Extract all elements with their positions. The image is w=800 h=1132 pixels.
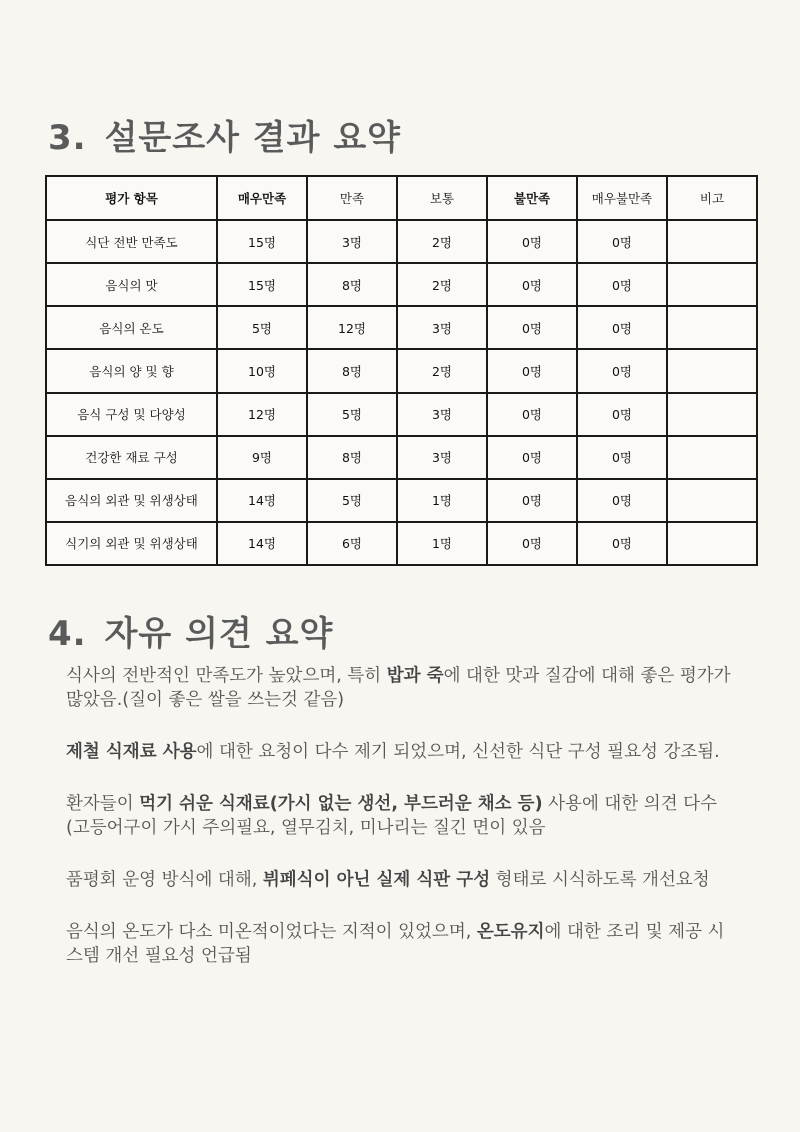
cell-neutral: 2명 [397, 220, 487, 263]
cell-neutral: 1명 [397, 479, 487, 522]
table-header-row [46, 176, 757, 220]
section-4-number: 4. [48, 614, 87, 654]
cell-remarks [667, 393, 757, 436]
cell-very-dissatisfied: 0명 [577, 349, 667, 392]
table-row [46, 263, 757, 306]
note-emphasis: 먹기 쉬운 식재료(가시 없는 생선, 부드러운 채소 등) [139, 794, 543, 814]
note-text: 사용에 대한 의견 다수(고등어구이 가시 주의필요, 열무김치, 미나리는 질긴 면이 있음 [66, 794, 717, 838]
cell-remarks [667, 436, 757, 479]
cell-very-satisfied: 5명 [217, 306, 307, 349]
cell-neutral: 3명 [397, 306, 487, 349]
cell-very-dissatisfied: 0명 [577, 306, 667, 349]
section-3-heading [48, 110, 401, 159]
note-text: 음식의 온도가 다소 미온적이었다는 지적이 있었으며, [66, 922, 477, 942]
cell-neutral: 2명 [397, 349, 487, 392]
cell-satisfied: 5명 [307, 393, 397, 436]
cell-satisfied: 5명 [307, 479, 397, 522]
cell-very-dissatisfied: 0명 [577, 220, 667, 263]
cell-item: 건강한 재료 구성 [46, 436, 217, 479]
section-4-heading [48, 606, 333, 655]
note-paragraph [66, 740, 736, 764]
header-satisfied: 만족 [307, 176, 397, 220]
cell-item: 음식의 양 및 향 [46, 349, 217, 392]
section-3-title: 설문조사 결과 요약 [104, 118, 402, 158]
cell-remarks [667, 479, 757, 522]
cell-very-satisfied: 15명 [217, 263, 307, 306]
note-emphasis: 제철 식재료 사용 [66, 742, 197, 762]
header-remarks: 비고 [667, 176, 757, 220]
cell-dissatisfied: 0명 [487, 349, 577, 392]
note-emphasis: 온도유지 [476, 922, 545, 942]
table-row [46, 220, 757, 263]
note-paragraph [66, 792, 736, 840]
note-text: 에 대한 맛과 질감에 대해 좋은 평가가 많았음.(질이 좋은 쌀을 쓰는것 같음) [66, 666, 731, 710]
table-row [46, 393, 757, 436]
cell-very-dissatisfied: 0명 [577, 436, 667, 479]
cell-item: 음식의 외관 및 위생상태 [46, 479, 217, 522]
table-row [46, 436, 757, 479]
note-text: 환자들이 [66, 794, 140, 814]
cell-very-satisfied: 14명 [217, 479, 307, 522]
cell-remarks [667, 349, 757, 392]
note-emphasis: 밥과 죽 [386, 666, 444, 686]
cell-very-satisfied: 10명 [217, 349, 307, 392]
cell-very-satisfied: 15명 [217, 220, 307, 263]
cell-satisfied: 8명 [307, 263, 397, 306]
cell-remarks [667, 306, 757, 349]
cell-very-dissatisfied: 0명 [577, 393, 667, 436]
note-text: 에 대한 요청이 다수 제기 되었으며, 신선한 식단 구성 필요성 강조됨. [196, 742, 720, 762]
cell-dissatisfied: 0명 [487, 306, 577, 349]
section-3-number: 3. [48, 118, 87, 158]
header-dissatisfied: 불만족 [487, 176, 577, 220]
cell-remarks [667, 220, 757, 263]
note-paragraph [66, 920, 736, 968]
table-row [46, 522, 757, 565]
cell-dissatisfied: 0명 [487, 393, 577, 436]
cell-item: 음식의 온도 [46, 306, 217, 349]
cell-neutral: 2명 [397, 263, 487, 306]
cell-dissatisfied: 0명 [487, 220, 577, 263]
note-text: 품평회 운영 방식에 대해, [66, 870, 263, 890]
header-very-dissatisfied: 매우불만족 [577, 176, 667, 220]
cell-satisfied: 8명 [307, 436, 397, 479]
note-text: 식사의 전반적인 만족도가 높았으며, 특히 [66, 666, 387, 686]
cell-item: 음식의 맛 [46, 263, 217, 306]
free-opinion-notes [66, 664, 736, 996]
cell-satisfied: 6명 [307, 522, 397, 565]
cell-very-dissatisfied: 0명 [577, 522, 667, 565]
header-very-satisfied: 매우만족 [217, 176, 307, 220]
cell-satisfied: 3명 [307, 220, 397, 263]
cell-satisfied: 8명 [307, 349, 397, 392]
cell-remarks [667, 522, 757, 565]
note-paragraph [66, 664, 736, 712]
cell-very-satisfied: 12명 [217, 393, 307, 436]
cell-dissatisfied: 0명 [487, 522, 577, 565]
cell-neutral: 1명 [397, 522, 487, 565]
cell-item: 식기의 외관 및 위생상태 [46, 522, 217, 565]
section-4-title: 자유 의견 요약 [104, 614, 334, 654]
cell-neutral: 3명 [397, 436, 487, 479]
cell-neutral: 3명 [397, 393, 487, 436]
header-item: 평가 항목 [46, 176, 217, 220]
cell-very-satisfied: 14명 [217, 522, 307, 565]
cell-dissatisfied: 0명 [487, 479, 577, 522]
note-text: 형태로 시식하도록 개선요청 [490, 870, 710, 890]
survey-results-table [45, 175, 758, 566]
note-paragraph [66, 868, 736, 892]
cell-remarks [667, 263, 757, 306]
cell-item: 식단 전반 만족도 [46, 220, 217, 263]
cell-dissatisfied: 0명 [487, 263, 577, 306]
cell-very-dissatisfied: 0명 [577, 263, 667, 306]
cell-item: 음식 구성 및 다양성 [46, 393, 217, 436]
cell-very-dissatisfied: 0명 [577, 479, 667, 522]
table-row [46, 306, 757, 349]
cell-very-satisfied: 9명 [217, 436, 307, 479]
cell-dissatisfied: 0명 [487, 436, 577, 479]
note-emphasis: 뷔페식이 아닌 실제 식판 구성 [262, 870, 491, 890]
table-row [46, 479, 757, 522]
note-text: 에 대한 조리 및 제공 시스템 개선 필요성 언급됨 [66, 922, 725, 966]
header-neutral: 보통 [397, 176, 487, 220]
table-row [46, 349, 757, 392]
cell-satisfied: 12명 [307, 306, 397, 349]
